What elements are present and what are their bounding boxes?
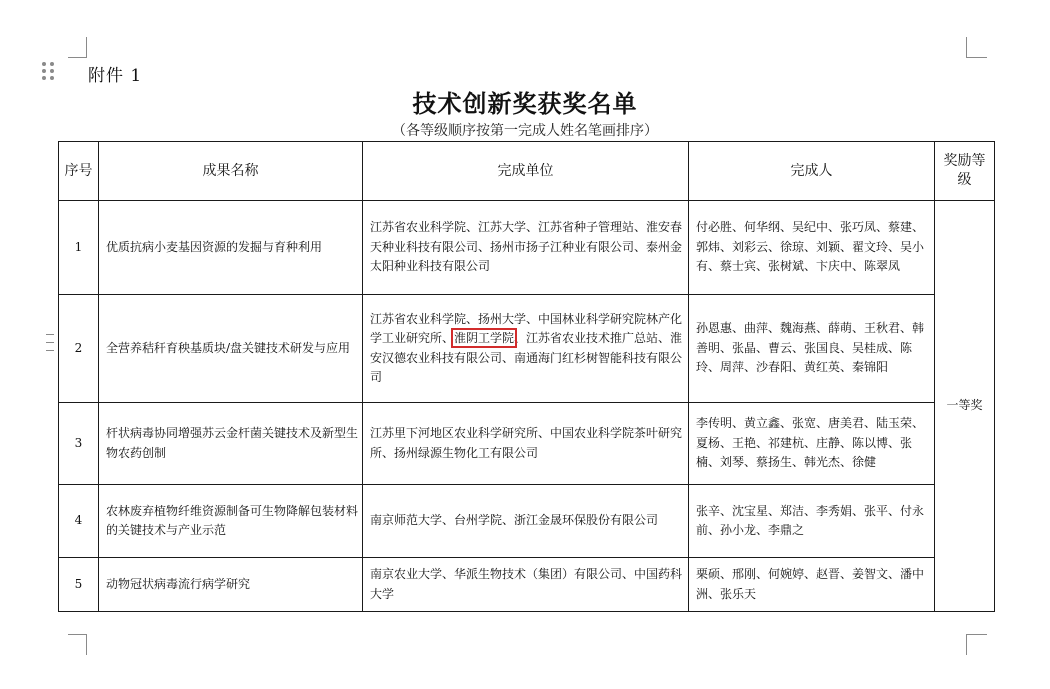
row-seq: 5 bbox=[59, 558, 99, 612]
row-project-name: 杆状病毒协同增强苏云金杆菌关键技术及新型生物农药创制 bbox=[99, 403, 363, 485]
header-seq: 序号 bbox=[59, 142, 99, 201]
row-project-name: 动物冠状病毒流行病学研究 bbox=[99, 558, 363, 612]
crop-mark-bottom-left bbox=[68, 634, 87, 655]
units-text-after: 、江苏省农业技术推广总站、淮安汉德农业科技有限公司、南通海门红杉树智能科技有限公司 bbox=[370, 331, 683, 384]
row-units: 江苏里下河地区农业科学研究所、中国农业科学院茶叶研究所、扬州绿源生物化工有限公司 bbox=[363, 403, 689, 485]
row-units: 江苏省农业科学院、江苏大学、江苏省种子管理站、淮安春天种业科技有限公司、扬州市扬子江种业有限公司、泰州金太阳种业科技有限公司 bbox=[363, 201, 689, 295]
row-seq: 1 bbox=[59, 201, 99, 295]
header-people: 完成人 bbox=[689, 142, 935, 201]
table-row bbox=[59, 201, 995, 295]
crop-mark-top-left bbox=[68, 37, 87, 58]
header-units: 完成单位 bbox=[363, 142, 689, 201]
row-people: 孙恩惠、曲萍、魏海燕、薛萌、王秋君、韩善明、张晶、曹云、张国良、吴桂成、陈玲、周萍、沙春阳、黄红英、秦锦阳 bbox=[689, 295, 935, 403]
table-header-row bbox=[59, 142, 995, 201]
row-people: 栗硕、邢刚、何婉婷、赵晋、姜智文、潘中洲、张乐天 bbox=[689, 558, 935, 612]
row-units bbox=[363, 295, 689, 403]
award-list-table bbox=[58, 141, 995, 612]
header-grade: 奖励等级 bbox=[935, 142, 995, 201]
row-seq: 2 bbox=[59, 295, 99, 403]
row-people: 付必胜、何华纲、吴纪中、张巧凤、蔡建、郭炜、刘彩云、徐琼、刘颖、翟文玲、吴小有、蔡士宾、张树斌、卞庆中、陈翠凤 bbox=[689, 201, 935, 295]
document-title: 技术创新奖获奖名单 bbox=[412, 90, 638, 118]
award-grade-cell: 一等奖 bbox=[935, 201, 995, 612]
table-row bbox=[59, 558, 995, 612]
row-project-name: 优质抗病小麦基因资源的发掘与育种利用 bbox=[99, 201, 363, 295]
highlighted-unit[interactable]: 淮阴工学院 bbox=[454, 331, 515, 345]
row-seq: 3 bbox=[59, 403, 99, 485]
units-text-before: 江苏省农业科学院、扬州大学、中国林业科学研究院林产化学工业研究所、 bbox=[370, 311, 683, 345]
crop-mark-bottom-right bbox=[966, 634, 987, 655]
row-seq: 4 bbox=[59, 485, 99, 558]
table-row bbox=[59, 485, 995, 558]
page-side-marker bbox=[44, 332, 56, 354]
drag-handle-icon[interactable] bbox=[42, 62, 56, 82]
row-people: 张辛、沈宝星、郑洁、李秀娟、张平、付永前、孙小龙、李鼎之 bbox=[689, 485, 935, 558]
document-subtitle: （各等级顺序按第一完成人姓名笔画排序） bbox=[392, 123, 658, 139]
table-row bbox=[59, 295, 995, 403]
attachment-label: 附件 1 bbox=[88, 66, 143, 86]
row-units: 南京农业大学、华派生物技术（集团）有限公司、中国药科大学 bbox=[363, 558, 689, 612]
row-project-name: 全营养秸秆育秧基质块/盘关键技术研发与应用 bbox=[99, 295, 363, 403]
crop-mark-top-right bbox=[966, 37, 987, 58]
header-project-name: 成果名称 bbox=[99, 142, 363, 201]
row-project-name: 农林废弃植物纤维资源制备可生物降解包装材料的关键技术与产业示范 bbox=[99, 485, 363, 558]
row-units: 南京师范大学、台州学院、浙江金晟环保股份有限公司 bbox=[363, 485, 689, 558]
row-people: 李传明、黄立鑫、张宽、唐美君、陆玉荣、夏杨、王艳、祁建杭、庄静、陈以博、张楠、刘琴、蔡扬生、韩光杰、徐健 bbox=[689, 403, 935, 485]
table-row bbox=[59, 403, 995, 485]
